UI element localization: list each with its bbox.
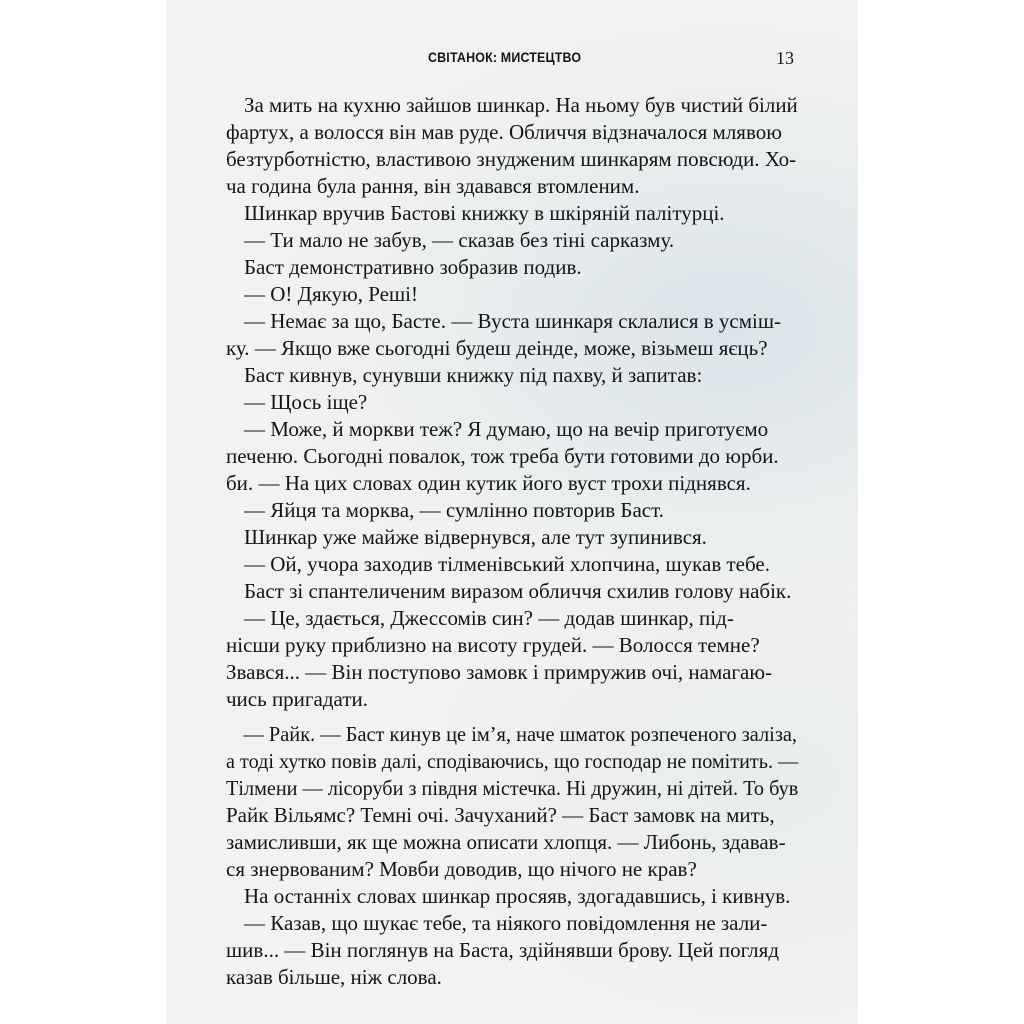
text-line: печеню. Сьогодні повалок, тож треба бути готовими до юрби.: [226, 444, 779, 468]
text-line: Райк Вільямс? Темні очі. Зачуханий? — Баст замовк на мить,: [226, 803, 775, 827]
text-line: шив... — Він поглянув на Баста, здійнявши брову. Цей погляд: [226, 938, 780, 962]
text-line: На останніх словах шинкар просяяв, здогадавшись, і кивнув.: [244, 884, 791, 908]
text-line: — Яйця та морква, — сумлінно повторив Баст.: [244, 498, 664, 522]
line-rest: — На цих словах один кутик його вуст трохи піднявся.: [258, 471, 751, 495]
text-line: — Ой, учора заходив тілменівський хлопчина, шукав тебе.: [244, 552, 770, 576]
text-line: — Може, й моркви теж? Я думаю, що на вечір приготуємо: [244, 417, 769, 441]
text-line: Баст демонстративно зобразив подив.: [244, 255, 582, 279]
text-line: фартух, а волосся він мав руде. Обличчя відзначалося млявою: [226, 120, 782, 144]
text-line: замисливши, як ще можна описати хлопця. — Либонь, здавав-: [226, 830, 786, 854]
book-page: [166, 0, 858, 1024]
text-line: За мить на кухню зайшов шинкар. На ньому був чистий білий: [243, 93, 798, 117]
text-line: — О! Дякую, Реші!: [244, 282, 418, 306]
text-line: Баст кивнув, сунувши книжку під пахву, й запитав:: [244, 363, 703, 387]
page-number: 13: [776, 48, 794, 68]
line-prefix: би.: [226, 471, 259, 495]
text-line: — Ти мало не забув, — сказав без тіні сарказму.: [244, 228, 675, 252]
text-line: — Райк. — Баст кинув це ім’я, наче шматок розпеченого заліза,: [243, 722, 798, 746]
text-line: Шинкар вручив Бастові книжку в шкіряній палітурці.: [244, 201, 725, 225]
text-line: чись пригадати.: [226, 687, 368, 711]
text-line: — Щось іще?: [244, 390, 368, 414]
text-line: Тілмени — лісоруби з півдня містечка. Ні дружин, ні дітей. То був: [226, 776, 799, 800]
paragraph-gap: [226, 713, 798, 721]
text-line: ча година була рання, він здавався втомленим.: [226, 174, 640, 198]
text-line: нісши руку приблизно на висоту грудей. — Волосся темне?: [226, 633, 760, 657]
text-line: а тоді хутко повів далі, сподіваючись, що господар не помітить. —: [226, 749, 799, 773]
text-line: казав більше, ніж слова.: [226, 965, 442, 989]
text-line: ку. — Якщо вже сьогодні будеш деінде, може, візьмеш яєць?: [226, 336, 768, 360]
text-line: Баст зі спантеличеним виразом обличчя схилив голову набік.: [244, 579, 792, 603]
text-line: — Це, здається, Джессомів син? — додав шинкар, під-: [244, 606, 734, 630]
text-line: Шинкар уже майже відвернувся, але тут зупинився.: [244, 525, 707, 549]
text-line: — Немає за що, Басте. — Вуста шинкаря склалися в усміш-: [244, 309, 781, 333]
running-title: СВІТАНОК: МИСТЕЦТВО: [428, 50, 582, 65]
text-line: безтурботністю, властивою знудженим шинкарям повсюди. Хо-: [226, 147, 797, 171]
body-text: [226, 92, 798, 991]
text-line: ся знервованим? Мовби доводив, що нічого не крав?: [226, 857, 697, 881]
text-line: [226, 470, 798, 497]
text-line: — Казав, що шукає тебе, та ніякого повідомлення не зали-: [244, 911, 768, 935]
running-head: [166, 48, 858, 72]
text-line: Звався... — Він поступово замовк і примружив очі, намагаю-: [226, 660, 773, 684]
